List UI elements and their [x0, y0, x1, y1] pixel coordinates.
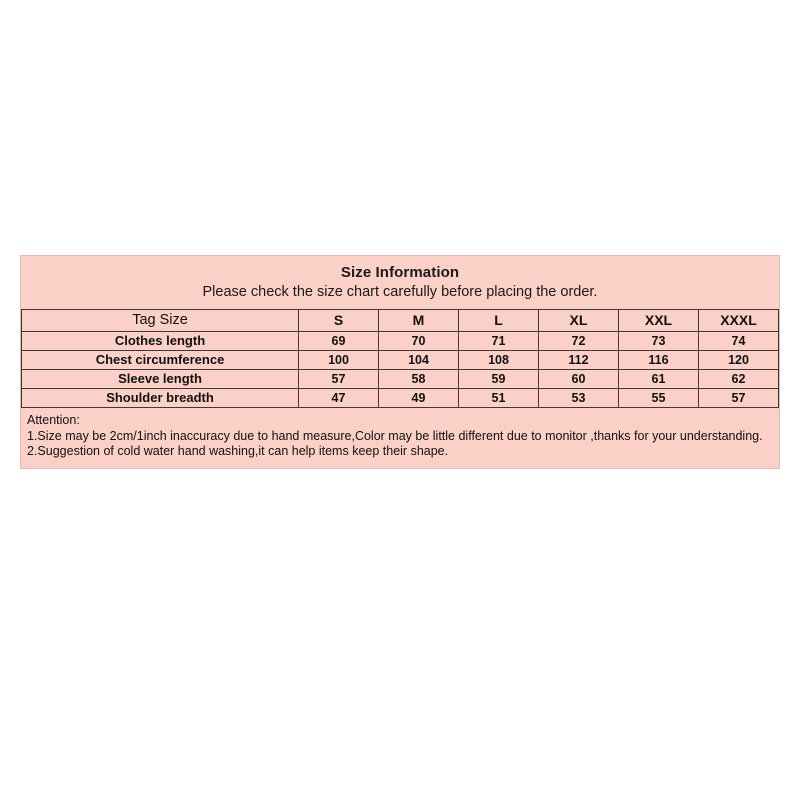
cell-clothes-length-l: 71	[459, 332, 539, 351]
cell-sleeve-length-l: 59	[459, 370, 539, 389]
cell-shoulder-breadth-s: 47	[299, 389, 379, 408]
cell-sleeve-length-xl: 60	[539, 370, 619, 389]
cell-chest-circumference-s: 100	[299, 351, 379, 370]
column-header-tag-size: Tag Size	[22, 310, 299, 332]
cell-shoulder-breadth-m: 49	[379, 389, 459, 408]
attention-heading: Attention:	[27, 413, 80, 427]
cell-clothes-length-xl: 72	[539, 332, 619, 351]
column-header-xxxl: XXXL	[699, 310, 779, 332]
column-header-l: L	[459, 310, 539, 332]
cell-chest-circumference-m: 104	[379, 351, 459, 370]
row-label-clothes-length: Clothes length	[22, 332, 299, 351]
cell-clothes-length-xxxl: 74	[699, 332, 779, 351]
attention-note-1: 1.Size may be 2cm/1inch inaccuracy due to hand measure,Color may be little different due to monitor ,thanks for your understanding.	[27, 428, 763, 443]
cell-sleeve-length-m: 58	[379, 370, 459, 389]
cell-shoulder-breadth-xl: 53	[539, 389, 619, 408]
table-row	[22, 351, 779, 370]
column-header-xxl: XXL	[619, 310, 699, 332]
column-header-xl: XL	[539, 310, 619, 332]
column-header-s: S	[299, 310, 379, 332]
table-row	[22, 332, 779, 351]
row-label-sleeve-length: Sleeve length	[22, 370, 299, 389]
cell-shoulder-breadth-l: 51	[459, 389, 539, 408]
attention-note-2: 2.Suggestion of cold water hand washing,it can help items keep their shape.	[27, 444, 449, 458]
cell-sleeve-length-s: 57	[299, 370, 379, 389]
cell-clothes-length-m: 70	[379, 332, 459, 351]
page-title: Size Information	[340, 264, 460, 281]
table-header-row	[22, 310, 779, 332]
cell-clothes-length-s: 69	[299, 332, 379, 351]
table-row	[22, 389, 779, 408]
row-label-shoulder-breadth: Shoulder breadth	[22, 389, 299, 408]
attention-section	[21, 408, 779, 468]
cell-chest-circumference-xl: 112	[539, 351, 619, 370]
cell-chest-circumference-xxl: 116	[619, 351, 699, 370]
cell-clothes-length-xxl: 73	[619, 332, 699, 351]
cell-shoulder-breadth-xxxl: 57	[699, 389, 779, 408]
size-information-card	[20, 255, 780, 469]
column-header-m: M	[379, 310, 459, 332]
cell-chest-circumference-l: 108	[459, 351, 539, 370]
cell-chest-circumference-xxxl: 120	[699, 351, 779, 370]
size-chart-table	[21, 309, 779, 408]
cell-shoulder-breadth-xxl: 55	[619, 389, 699, 408]
cell-sleeve-length-xxxl: 62	[699, 370, 779, 389]
cell-sleeve-length-xxl: 61	[619, 370, 699, 389]
row-label-chest-circumference: Chest circumference	[22, 351, 299, 370]
page-subtitle: Please check the size chart carefully before placing the order.	[202, 284, 598, 300]
table-row	[22, 370, 779, 389]
